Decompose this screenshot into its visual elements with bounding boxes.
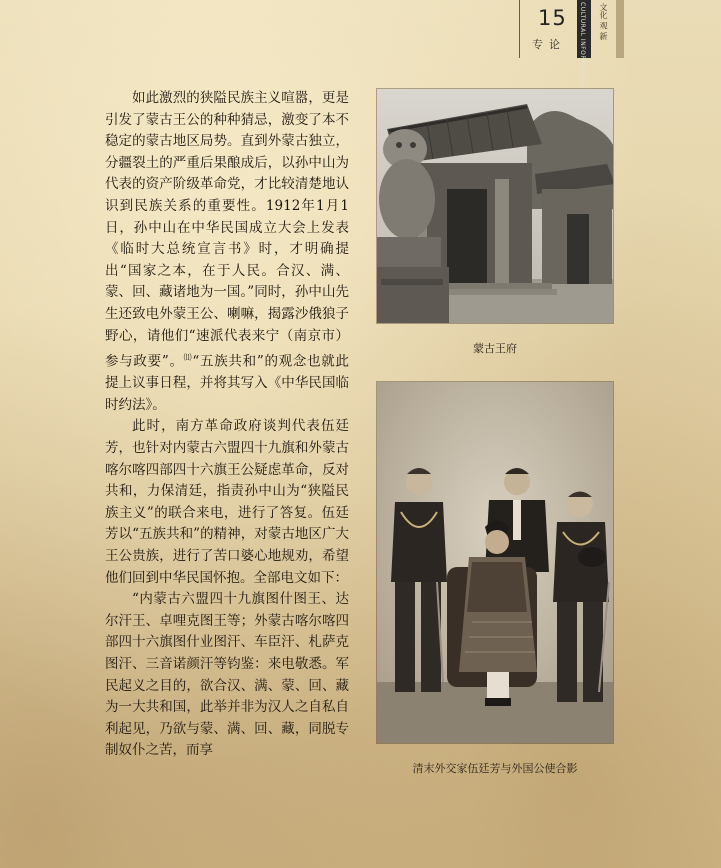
page-number: 15 [538,6,567,30]
photo-wu-tingfang-envoys [376,381,614,744]
paragraph: 此时，南方革命政府谈判代表伍廷芳，也针对内蒙古六盟四十九旗和外蒙古喀尔喀四部四十六旗王公疑虑革命，反对共和，力保清廷，指责孙中山为“狭隘民族主义”的联合来电，进行了答复。伍廷芳以“五族共和”的精神，对蒙古地区广大王公贵族，进行了苦口婆心地规劝，希望他们回到中华民国怀抱。全部电文如下： [105,418,349,586]
footnote-marker: ⑾ [183,353,193,363]
header-bar [616,0,624,58]
paragraph: 如此激烈的狭隘民族主义喧嚣，更是引发了蒙古王公的种种猜忌，激变了本不稳定的蒙古地区局势。直到外蒙古独立，分疆裂土的严重后果酿成后，以孙中山为代表的资产阶级革命党，才比较清楚地认识到民族关系的重要性。1912年1月1日，孙中山在中华民国成立大会上发表《临时大总统宣言书》时，才明确提出“国家之本，在于人民。合汉、满、蒙、回、藏诸地为一国。”同时，孙中山先生还致电外蒙王公、喇嘛，揭露沙俄狼子野心，请他们“速派代表来宁（南京市）参与政要”。⑾“五族共和”的观念也就此提上议事日程，并将其写入《中华民国临时约法》。 [105,90,350,413]
caption-mongol-palace: 蒙古王府 [473,342,517,355]
caption-wu-tingfang: 清末外交家伍廷芳与外国公使合影 [412,762,578,775]
header-divider [519,0,520,58]
photo-mongol-palace [376,88,614,324]
header-strip-text: CULTURAL INFORMATION [579,2,586,87]
article-body [105,88,349,762]
paragraph: “内蒙古六盟四十九旗图什图王、达尔汗王、卓哩克图王等；外蒙古喀尔喀四部四十六旗图什业图汗、车臣汗、札萨克图汗、三音诺颜汗等钧鉴：来电敬悉。军民起义之目的，欲合汉、满、蒙、回、藏为一大共和国，此举并非为汉人之自私自利起见，乃欲与蒙、满、回、藏，同脱专制奴仆之苦，而享 [105,591,349,759]
magazine-logo: 文化 观 新 [599,3,608,41]
section-label: 专论 [532,38,566,51]
